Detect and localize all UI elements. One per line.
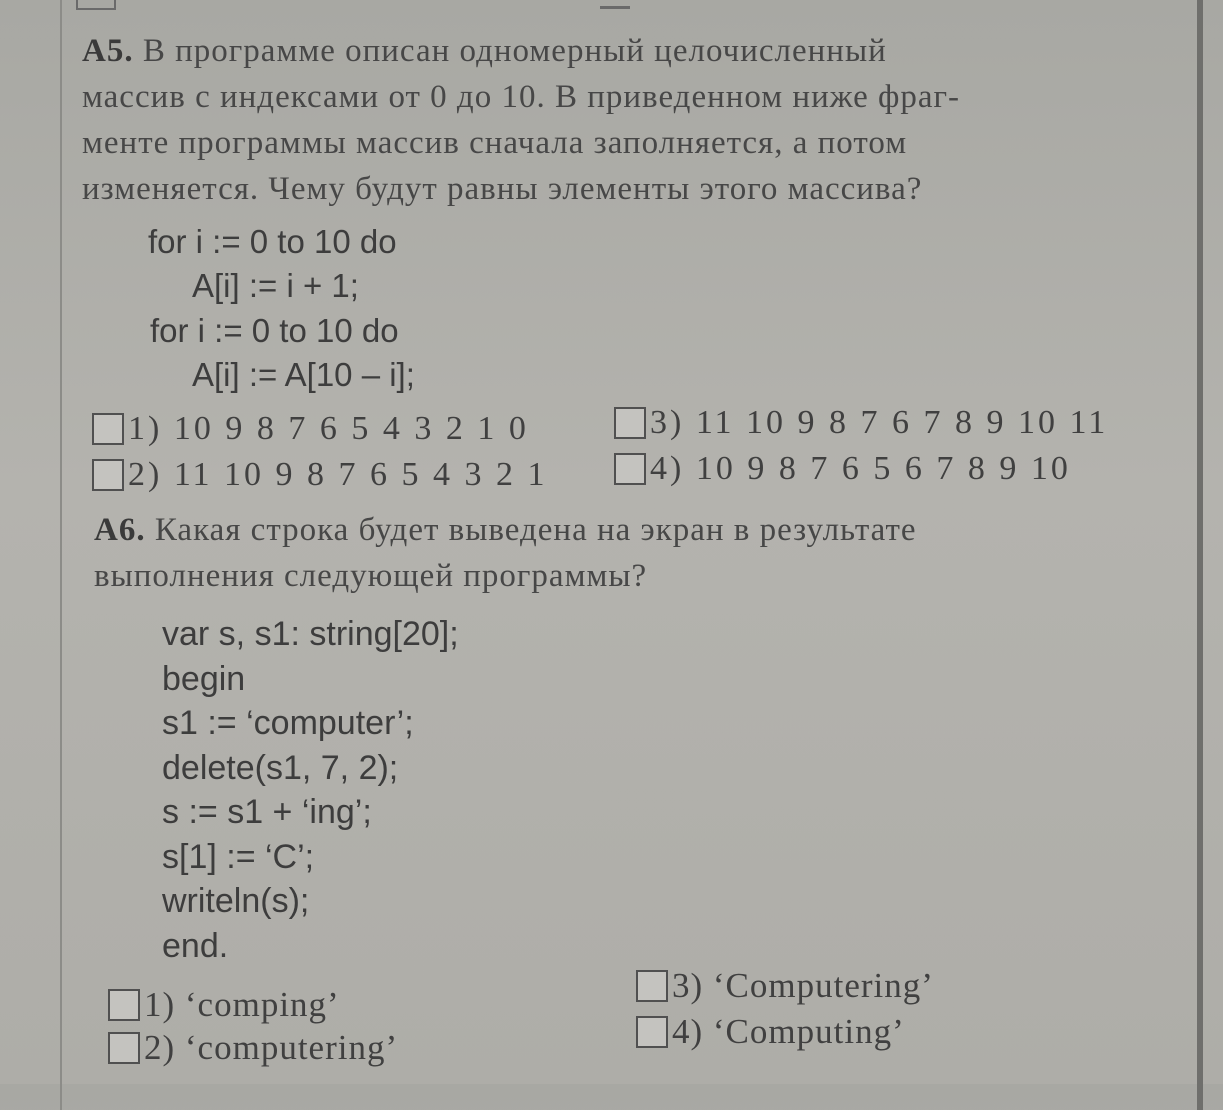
code-line: var s, s1: string[20]; [162, 615, 459, 653]
code-line: s[1] := ‘C’; [162, 837, 315, 876]
code-line: A[i] := i + 1; [192, 267, 359, 304]
answer-option-1[interactable] [92, 410, 529, 448]
option-label: 2) 11 10 9 8 7 6 5 4 3 2 1 [128, 456, 548, 493]
question-a6-text [94, 507, 1094, 599]
option-label: 3) ‘Computering’ [672, 966, 934, 1005]
code-line: end. [162, 926, 229, 965]
code-line: s := s1 + ‘ing’; [162, 793, 372, 831]
question-a5-text [82, 28, 1082, 212]
checkbox[interactable] [636, 970, 668, 1002]
option-label: 4) ‘Computing’ [672, 1012, 905, 1051]
question-line: массив с индексами от 0 до 10. В приведенном ниже фраг- [82, 79, 961, 115]
code-line: s1 := ‘computer’; [162, 704, 414, 742]
question-line: Какая строка будет выведена на экран в результате [154, 512, 917, 548]
answer-option-2[interactable] [108, 1028, 398, 1068]
option-label: 3) 11 10 9 8 7 6 7 8 9 10 11 [650, 404, 1109, 441]
code-line: begin [162, 659, 246, 698]
code-line: writeln(s); [162, 882, 310, 920]
option-label: 4) 10 9 8 7 6 5 6 7 8 9 10 [650, 450, 1071, 487]
answer-option-3[interactable] [614, 404, 1108, 442]
top-cropped-mark [600, 0, 630, 9]
answer-option-1[interactable] [108, 985, 340, 1025]
question-line: В программе описан одномерный целочисленный [142, 33, 887, 69]
code-line: delete(s1, 7, 2); [162, 748, 399, 787]
checkbox[interactable] [614, 453, 646, 485]
question-line: изменяется. Чему будут равны элементы этого массива? [82, 171, 923, 207]
question-number: А5. [82, 33, 134, 69]
option-label: 2) ‘computering’ [144, 1028, 399, 1067]
question-line: менте программы массив сначала заполняется, а потом [82, 125, 908, 161]
code-line: A[i] := A[10 – i]; [192, 356, 415, 393]
answer-option-3[interactable] [636, 966, 934, 1006]
code-line: for i := 0 to 10 do [150, 312, 399, 349]
option-label: 1) ‘comping’ [144, 985, 340, 1024]
answer-option-2[interactable] [92, 456, 548, 494]
checkbox[interactable] [108, 989, 140, 1021]
answer-option-4[interactable] [636, 1012, 905, 1052]
question-number: А6. [94, 512, 146, 548]
checkbox[interactable] [92, 459, 124, 491]
code-block-a6 [162, 612, 459, 968]
option-label: 1) 10 9 8 7 6 5 4 3 2 1 0 [128, 410, 529, 447]
checkbox[interactable] [108, 1032, 140, 1064]
checkbox[interactable] [614, 407, 646, 439]
question-line: выполнения следующей программы? [94, 558, 648, 594]
answer-option-4[interactable] [614, 450, 1071, 488]
checkbox[interactable] [636, 1016, 668, 1048]
code-line: for i := 0 to 10 do [148, 223, 397, 260]
checkbox[interactable] [92, 413, 124, 445]
top-cropped-checkbox [76, 0, 116, 10]
